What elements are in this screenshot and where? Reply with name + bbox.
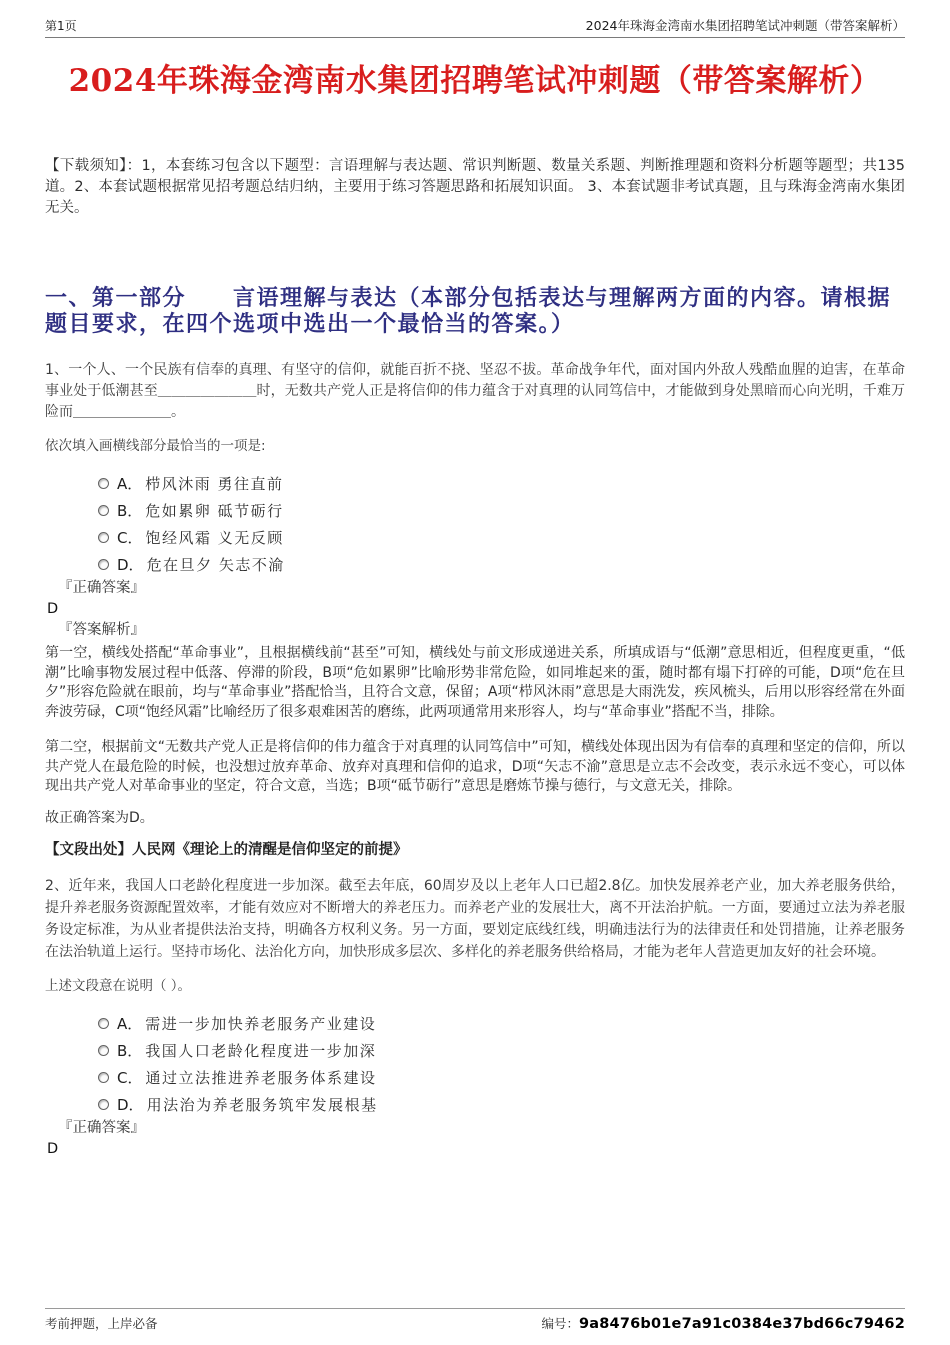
radio-button-icon[interactable]: [98, 1099, 109, 1110]
correct-answer-value: D: [47, 1140, 59, 1157]
footer-code-label: 编号：: [541, 1316, 579, 1331]
question-1: [45, 360, 905, 860]
option-row-a[interactable]: [98, 470, 905, 497]
option-text: 危在旦夕 矢志不渝: [146, 556, 285, 574]
option-text: 饱经风霜 义无反顾: [145, 529, 284, 547]
option-text: 通过立法推进养老服务体系建设: [145, 1068, 377, 1087]
radio-button-icon[interactable]: [98, 1018, 109, 1029]
page-header: [45, 0, 905, 38]
section-heading: 一、第一部分 言语理解与表达（本部分包括表达与理解两方面的内容。请根据题目要求，在四个选项中选出一个最恰当的答案。）: [45, 285, 892, 337]
question-1-stem: 1、一个人、一个民族有信奉的真理、有坚守的信仰，就能百折不挠、坚忍不拔。革命战争年代，面对国内外敌人残酷血腥的迫害，在革命事业处于低潮甚至＿＿＿＿＿＿＿时，无数共产党人正是将信仰的伟力蕴含于对真理的认同笃信中，才能做到身处黑暗而心向光明，千难万险而＿＿＿＿＿＿＿。: [45, 362, 905, 420]
analysis-paragraph-1: 第一空，横线处搭配“革命事业”，且根据横线前“甚至”可知，横线处与前文形成递进关系，所填成语与“低潮”意思相近，但程度更重，“低潮”比喻事物发展过程中低落、停滞的阶段，B项“危如累卵”比喻形势非常危险，如同堆起来的蛋，随时都有塌下打碎的可能，D项“危在旦夕”形容危险就在眼前，均与“革命事业”搭配恰当，且符合文意，保留；A项“栉风沐雨”意思是大雨洗发，疾风梳头，后用以形容经常在外面奔波劳碌，C项“饱经风霜”比喻经历了很多艰难困苦的磨练，此两项通常用来形容人，均与“革命事业”搭配不当，排除。: [45, 645, 905, 720]
option-text: 需进一步加快养老服务产业建设: [145, 1014, 377, 1033]
option-row-a[interactable]: [98, 1010, 905, 1037]
correct-answer-label: 『正确答案』: [58, 580, 145, 596]
footer-code: [541, 1314, 905, 1332]
option-letter: D．: [117, 1095, 144, 1114]
option-row-d[interactable]: [98, 551, 905, 578]
page-footer: [45, 1308, 905, 1332]
option-letter: D．: [117, 556, 144, 574]
correct-answer-value: D: [47, 601, 59, 617]
radio-button-icon[interactable]: [98, 1045, 109, 1056]
radio-button-icon[interactable]: [98, 532, 109, 543]
option-text: 用法治为养老服务筑牢发展根基: [146, 1095, 378, 1114]
question-1-prompt: 依次填入画横线部分最恰当的一项是:: [45, 438, 266, 454]
option-row-c[interactable]: [98, 524, 905, 551]
radio-button-icon[interactable]: [98, 1072, 109, 1083]
correct-answer-label: 『正确答案』: [58, 1119, 145, 1136]
footer-code-value: 9a8476b01e7a91c0384e37bd66c79462: [578, 1316, 905, 1332]
header-page-number: 第1页: [45, 19, 77, 33]
question-2-stem: 2、近年来，我国人口老龄化程度进一步加深。截至去年底，60周岁及以上老年人口已超2.8亿。加快发展养老产业，加大养老服务供给，提升养老服务资源配置效率，才能有效应对不断增大的养老压力。而养老产业的发展壮大，离不开法治护航。一方面，要通过立法为养老服务设定标准，为从业者提供法治支持，明确各方权利义务。另一方面，要划定底线红线，明确违法行为的法律责任和处罚措施，让养老服务在法治轨道上运行。坚持市场化、法治化方向，加快形成多层次、多样化的养老服务供给格局，才能为老年人营造更加友好的社会环境。: [45, 877, 905, 960]
question-2-prompt: 上述文段意在说明（ ）。: [45, 977, 192, 994]
option-text: 危如累卵 砥节砺行: [145, 502, 284, 520]
question-2: [45, 875, 905, 1160]
question-1-options: [98, 470, 905, 578]
option-letter: C．: [117, 1068, 143, 1087]
analysis-label: 『答案解析』: [58, 622, 145, 638]
option-row-b[interactable]: [98, 497, 905, 524]
option-text: 栉风沐雨 勇往直前: [145, 475, 284, 493]
radio-button-icon[interactable]: [98, 505, 109, 516]
download-notice: 【下载须知】：1，本套练习包含以下题型：言语理解与表达题、常识判断题、数量关系题、判断推理题和资料分析题等题型；共135道。2、本套试题根据常见招考题总结归纳，主要用于练习答题思路和拓展知识面。 3、本套试题非考试真题，且与珠海金湾南水集团无关。: [45, 158, 905, 216]
option-letter: A．: [117, 1014, 143, 1033]
option-letter: B．: [117, 502, 143, 520]
header-doc-title: 2024年珠海金湾南水集团招聘笔试冲刺题（带答案解析）: [585, 18, 905, 33]
source-line: 【文段出处】人民网《理论上的清醒是信仰坚定的前提》: [45, 841, 408, 858]
analysis-paragraph-2: 第二空，根据前文“无数共产党人正是将信仰的伟力蕴含于对真理的认同笃信中”可知，横线处体现出因为有信奉的真理和坚定的信仰，所以共产党人在最危险的时候，也没想过放弃革命、放弃对真理和信仰的追求，D项“矢志不渝”意思是立志不会改变，表示永远不变心，可以体现出共产党人对革命事业的坚定，符合文意，当选；B项“砥节砺行”意思是磨炼节操与德行，与文意无关，排除。: [45, 739, 905, 794]
radio-button-icon[interactable]: [98, 559, 109, 570]
option-row-c[interactable]: [98, 1064, 905, 1091]
answer-conclusion: 故正确答案为D。: [45, 809, 154, 826]
option-row-d[interactable]: [98, 1091, 905, 1118]
option-letter: C．: [117, 529, 143, 547]
option-letter: A．: [117, 475, 143, 493]
question-2-options: [98, 1010, 905, 1118]
footer-slogan: 考前押题，上岸必备: [45, 1316, 158, 1331]
option-row-b[interactable]: [98, 1037, 905, 1064]
option-letter: B．: [117, 1041, 143, 1060]
option-text: 我国人口老龄化程度进一步加深: [145, 1041, 377, 1060]
radio-button-icon[interactable]: [98, 478, 109, 489]
page-title: 2024年珠海金湾南水集团招聘笔试冲刺题（带答案解析）: [68, 63, 882, 99]
